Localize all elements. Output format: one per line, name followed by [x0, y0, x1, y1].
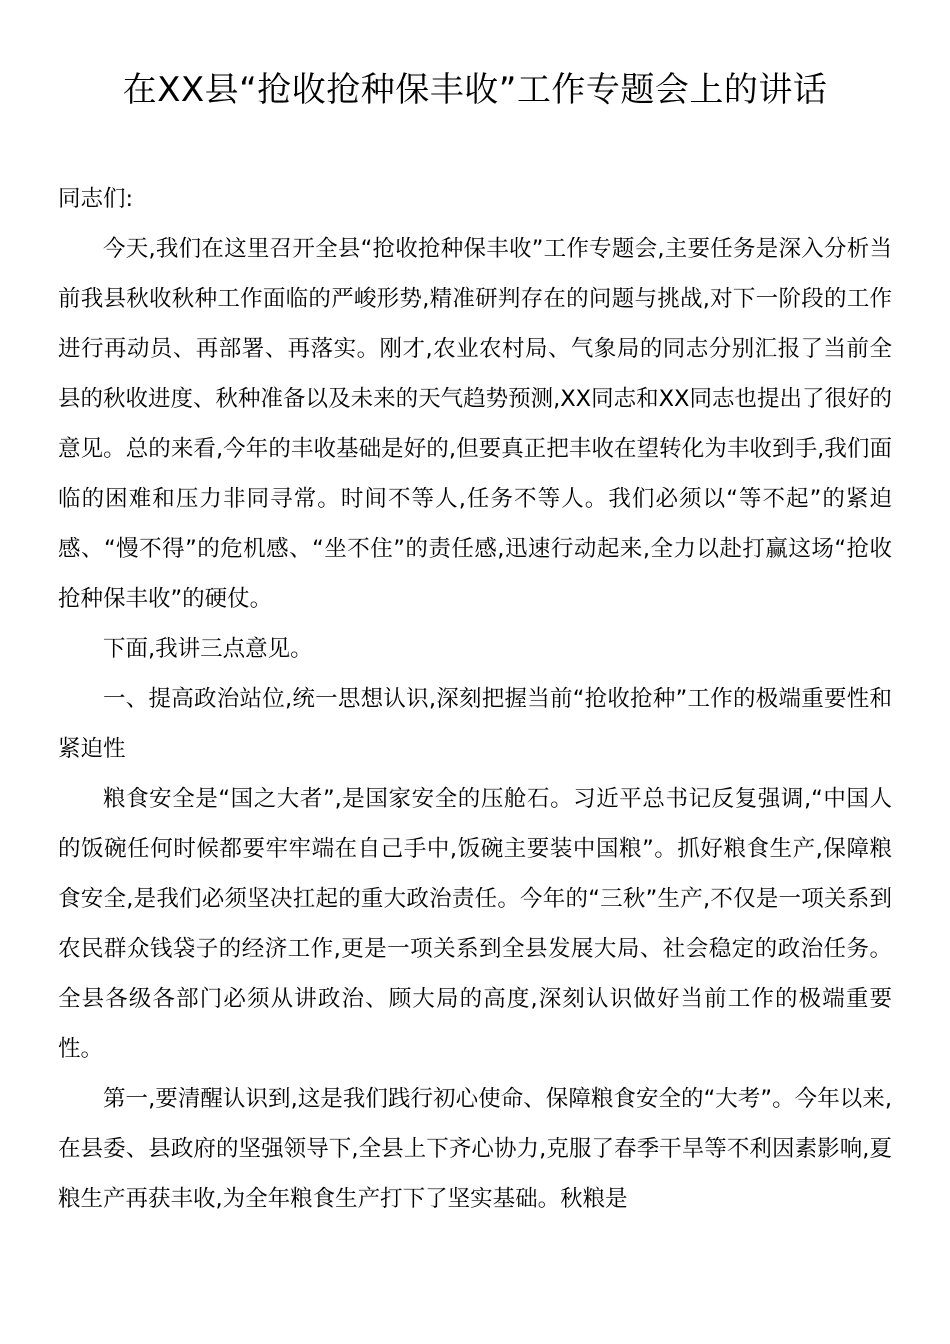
document-page — [58, 60, 892, 1224]
section-heading-1: 一、提高政治站位,统一思想认识,深刻把握当前“抢收抢种”工作的极端重要性和紧迫性 — [58, 686, 892, 762]
paragraph-intro-points: 下面,我讲三点意见。 — [103, 636, 313, 662]
paragraph-food-security: 粮食安全是“国之大者”,是国家安全的压舱石。习近平总书记反复强调,“中国人的饭碗任何时候都要牢牢端在自己手中,饭碗主要装中国粮”。抓好粮食生产,保障粮食安全,是我们必须坚决扛起的重大政治责任。今年的“三秋”生产,不仅是一项关系到农民群众钱袋子的经济工作,更是一项关系到全县发展大局、社会稳定的政治任务。全县各级各部门必须从讲政治、顾大局的高度,深刻认识做好当前工作的极端重要性。 — [58, 786, 892, 1062]
paragraph-first-point: 第一,要清醒认识到,这是我们践行初心使命、保障粮食安全的“大考”。今年以来,在县委、县政府的坚强领导下,全县上下齐心协力,克服了春季干旱等不利因素影响,夏粮生产再获丰收,为全年粮食生产打下了坚实基础。秋粮是 — [58, 1086, 892, 1212]
salutation: 同志们: — [58, 186, 134, 212]
document-title: 在XX县“抢收抢种保丰收”工作专题会上的讲话 — [122, 70, 828, 110]
paragraph-opening: 今天,我们在这里召开全县“抢收抢种保丰收”工作专题会,主要任务是深入分析当前我县秋收秋种工作面临的严峻形势,精准研判存在的问题与挑战,对下一阶段的工作进行再动员、再部署、再落实。刚才,农业农村局、气象局的同志分别汇报了当前全县的秋收进度、秋种准备以及未来的天气趋势预测,XX同志和XX同志也提出了很好的意见。总的来看,今年的丰收基础是好的,但要真正把丰收在望转化为丰收到手,我们面临的困难和压力非同寻常。时间不等人,任务不等人。我们必须以“等不起”的紧迫感、“慢不得”的危机感、“坐不住”的责任感,迅速行动起来,全力以赴打赢这场“抢收抢种保丰收”的硬仗。 — [58, 236, 892, 612]
